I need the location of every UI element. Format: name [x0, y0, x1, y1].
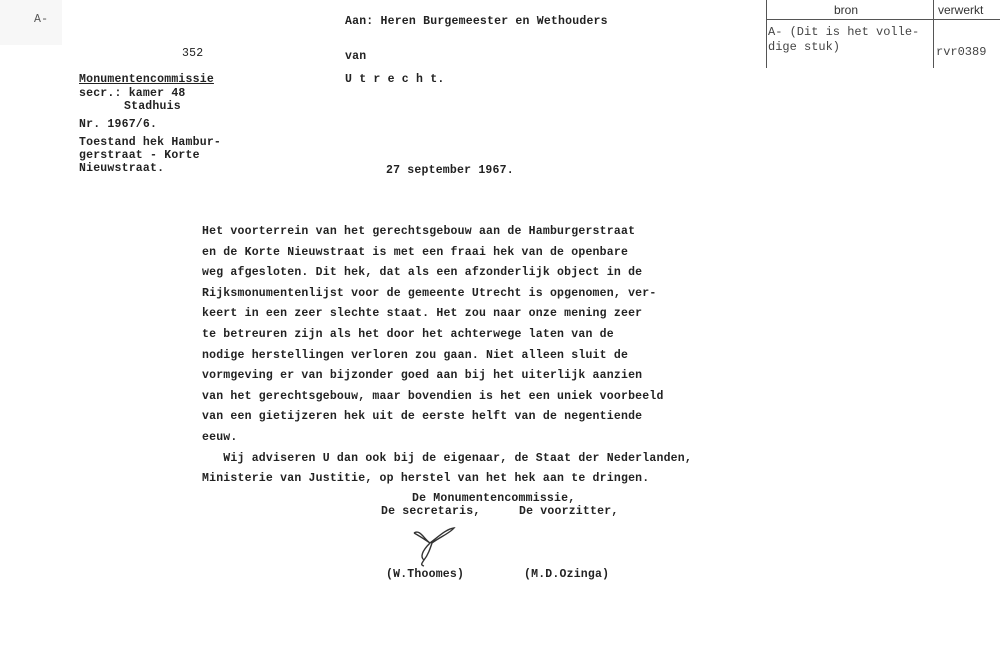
secretary-name: (W.Thoomes): [386, 568, 465, 581]
header-verwerkt: verwerkt: [938, 3, 984, 17]
body-line: nodige herstellingen verloren zou gaan. Niet alleen sluit de: [202, 348, 629, 362]
addressee-van: van: [345, 50, 367, 63]
addressee: Aan: Heren Burgemeester en Wethouders: [345, 15, 608, 28]
header-bron: bron: [834, 3, 859, 17]
secretary-title: De secretaris,: [381, 505, 481, 518]
document-number: 352: [182, 47, 204, 60]
reference-number: Nr. 1967/6.: [79, 118, 158, 131]
sender-room: secr.: kamer 48: [79, 87, 186, 100]
body-line: te betreuren zijn als het door het achterwege laten van de: [202, 328, 614, 341]
archive-table: [766, 0, 1000, 68]
body-line: van een gietijzeren hek uit de eerste helft van de negentiende: [202, 410, 643, 424]
closing-organization: De Monumentencommissie,: [412, 492, 576, 505]
cell-verwerkt: rvr0389: [936, 45, 987, 59]
cell-bron: A- (Dit is het volle- dige stuk): [768, 25, 920, 54]
table-header-rule: [766, 19, 1000, 20]
sender-building: Stadhuis: [124, 100, 181, 113]
body-line: vormgeving er van bijzonder goed aan bij het uiterlijk aanzien: [202, 369, 643, 383]
subject-line: Nieuwstraat.: [79, 162, 165, 175]
body-line: Rijksmonumentenlijst voor de gemeente Utrecht is opgenomen, ver-: [202, 286, 657, 300]
sender: Monumentencommissie: [79, 73, 214, 86]
body-line: eeuw.: [202, 431, 238, 444]
margin-mark: A-: [34, 13, 49, 26]
body-line: van het gerechtsgebouw, maar bovendien is het een uniek voorbeeld: [202, 389, 664, 403]
subject-line: gerstraat - Korte: [79, 149, 200, 162]
chair-name: (M.D.Ozinga): [524, 568, 610, 581]
body-line: Ministerie van Justitie, op herstel van het hek aan te dringen.: [202, 472, 650, 486]
body-line: Het voorterrein van het gerechtsgebouw aan de Hamburgerstraat: [202, 225, 636, 238]
chair-title: De voorzitter,: [519, 505, 619, 518]
body-line: weg afgesloten. Dit hek, dat als een afzonderlijk object in de: [202, 266, 643, 280]
table-border: [766, 0, 767, 68]
letter-date: 27 september 1967.: [386, 164, 514, 177]
subject-line: Toestand hek Hambur-: [79, 136, 222, 149]
table-divider: [933, 0, 934, 68]
body-line: keert in een zeer slechte staat. Het zou naar onze mening zeer: [202, 307, 643, 321]
body-line: Wij adviseren U dan ook bij de eigenaar, de Staat der Nederlanden,: [202, 451, 692, 465]
addressee-city: U t r e c h t.: [345, 73, 445, 86]
scan-margin: [0, 0, 62, 45]
signature-thoomes: [410, 525, 460, 570]
body-line: en de Korte Nieuwstraat is met een fraai hek van de openbare: [202, 245, 629, 259]
